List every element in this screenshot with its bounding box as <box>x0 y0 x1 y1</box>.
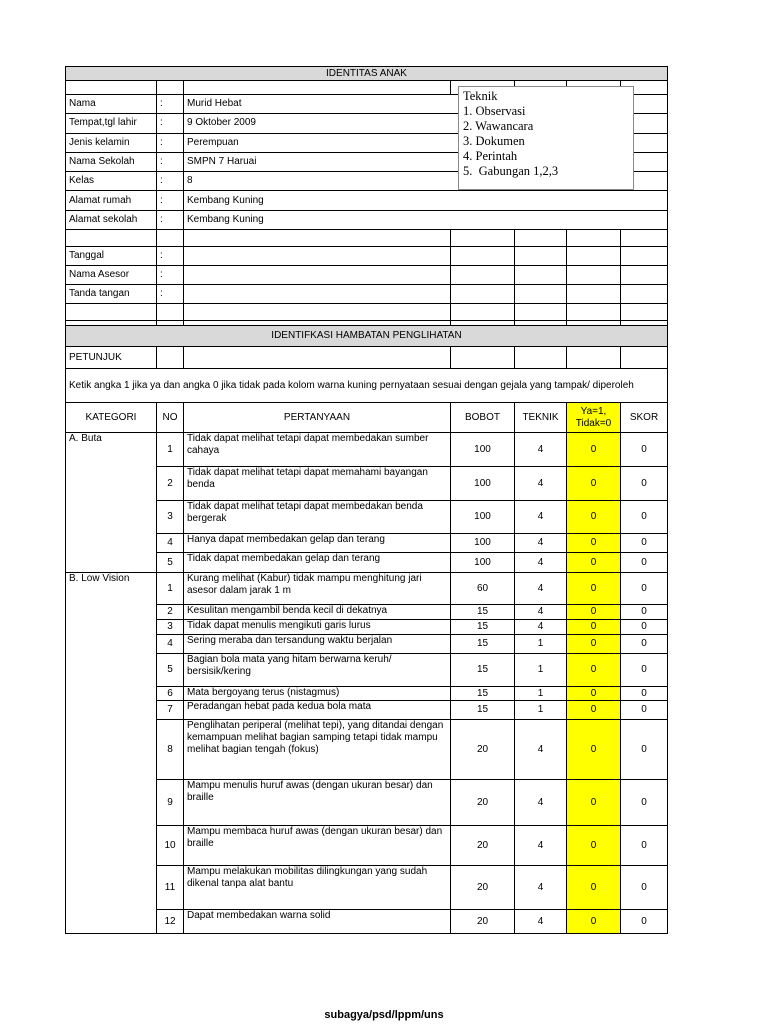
field-value[interactable]: Murid Hebat <box>184 95 668 114</box>
question-no: 5 <box>157 553 184 573</box>
question-text: Bagian bola mata yang hitam berwarna keruh/ bersisik/kering <box>184 654 451 687</box>
col-pertanyaan: PERTANYAAN <box>184 403 451 433</box>
teknik-item: 5. Gabungan 1,2,3 <box>463 164 559 178</box>
field-colon: : <box>157 114 184 133</box>
ya-tidak-input[interactable]: 0 <box>567 687 621 701</box>
question-text: Kesulitan mengambil benda kecil di dekatnya <box>184 605 451 620</box>
field-label: Tanda tangan <box>66 285 157 304</box>
blank-cell <box>567 247 621 266</box>
teknik-item: 4. Perintah <box>463 149 518 163</box>
teknik-value: 4 <box>515 553 567 573</box>
question-text: Tidak dapat membedakan gelap dan terang <box>184 553 451 573</box>
blank-cell <box>157 230 184 247</box>
question-text: Dapat membedakan warna solid <box>184 910 451 934</box>
question-row <box>66 720 668 780</box>
field-value[interactable]: 9 Oktober 2009 <box>184 114 668 133</box>
skor-value: 0 <box>621 553 668 573</box>
skor-value: 0 <box>621 687 668 701</box>
category-label: A. Buta <box>66 433 157 573</box>
blank-cell <box>184 304 451 321</box>
blank-cell <box>621 285 668 304</box>
bobot-value: 100 <box>451 433 515 467</box>
question-text: Mampu membaca huruf awas (dengan ukuran besar) dan braille <box>184 826 451 866</box>
field-label: Jenis kelamin <box>66 133 157 152</box>
col-ya-tidak: Ya=1, Tidak=0 <box>567 403 621 433</box>
blank-cell <box>515 304 567 321</box>
question-no: 9 <box>157 780 184 826</box>
question-row <box>66 501 668 534</box>
skor-value: 0 <box>621 620 668 635</box>
blank-cell <box>157 81 184 95</box>
blank-cell <box>157 304 184 321</box>
identifikasi-header: IDENTIFKASI HAMBATAN PENGLIHATAN <box>66 326 668 347</box>
teknik-item: 3. Dokumen <box>463 134 525 148</box>
blank-cell <box>451 285 515 304</box>
blank-cell <box>567 230 621 247</box>
footer-credit: subagya/psd/lppm/uns <box>324 1009 444 1021</box>
teknik-item: 1. Observasi <box>463 104 526 118</box>
blank-cell <box>66 304 157 321</box>
ya-tidak-input[interactable]: 0 <box>567 553 621 573</box>
bobot-value: 15 <box>451 620 515 635</box>
bobot-value: 15 <box>451 654 515 687</box>
skor-value: 0 <box>621 534 668 553</box>
field-value[interactable]: 8 <box>184 172 668 191</box>
question-no: 6 <box>157 687 184 701</box>
question-row <box>66 780 668 826</box>
teknik-value: 4 <box>515 501 567 534</box>
teknik-legend-box <box>458 86 634 190</box>
bobot-value: 20 <box>451 720 515 780</box>
question-no: 2 <box>157 467 184 501</box>
ya-tidak-input[interactable]: 0 <box>567 605 621 620</box>
skor-value: 0 <box>621 701 668 720</box>
question-text: Kurang melihat (Kabur) tidak mampu menghitung jari asesor dalam jarak 1 m <box>184 573 451 605</box>
question-row <box>66 534 668 553</box>
field-colon: : <box>157 285 184 304</box>
field-label: Alamat rumah <box>66 191 157 210</box>
teknik-value: 4 <box>515 826 567 866</box>
ya-tidak-input[interactable]: 0 <box>567 720 621 780</box>
teknik-title: Teknik <box>463 89 498 103</box>
teknik-value: 4 <box>515 467 567 501</box>
question-no: 10 <box>157 826 184 866</box>
ya-tidak-input[interactable]: 0 <box>567 654 621 687</box>
teknik-value: 4 <box>515 573 567 605</box>
ya-tidak-input[interactable]: 0 <box>567 866 621 910</box>
blank-cell <box>451 266 515 285</box>
blank-cell <box>621 230 668 247</box>
question-row <box>66 866 668 910</box>
question-no: 3 <box>157 620 184 635</box>
question-no: 1 <box>157 573 184 605</box>
field-value[interactable] <box>184 266 451 285</box>
skor-value: 0 <box>621 826 668 866</box>
col-no: NO <box>157 403 184 433</box>
question-row <box>66 701 668 720</box>
field-colon: : <box>157 152 184 171</box>
question-row <box>66 620 668 635</box>
field-colon: : <box>157 172 184 191</box>
ya-tidak-input[interactable]: 0 <box>567 573 621 605</box>
bobot-value: 100 <box>451 501 515 534</box>
question-text: Mampu melakukan mobilitas dilingkungan yang sudah dikenal tanpa alat bantu <box>184 866 451 910</box>
question-no: 7 <box>157 701 184 720</box>
bobot-value: 20 <box>451 826 515 866</box>
question-no: 1 <box>157 433 184 467</box>
teknik-item: 2. Wawancara <box>463 119 534 133</box>
assessment-sheet <box>65 66 668 934</box>
question-row <box>66 553 668 573</box>
question-text: Sering meraba dan tersandung waktu berjalan <box>184 635 451 654</box>
teknik-value: 1 <box>515 654 567 687</box>
skor-value: 0 <box>621 605 668 620</box>
question-text: Peradangan hebat pada kedua bola mata <box>184 701 451 720</box>
question-no: 4 <box>157 635 184 654</box>
question-no: 3 <box>157 501 184 534</box>
skor-value: 0 <box>621 433 668 467</box>
ya-tidak-input[interactable]: 0 <box>567 701 621 720</box>
ya-tidak-input[interactable]: 0 <box>567 910 621 934</box>
field-colon: : <box>157 210 184 229</box>
field-colon: : <box>157 95 184 114</box>
blank-row <box>66 230 668 247</box>
question-no: 4 <box>157 534 184 553</box>
identity-row <box>66 210 668 229</box>
field-label: Tanggal <box>66 247 157 266</box>
bobot-value: 100 <box>451 553 515 573</box>
field-label: Tempat,tgl lahir <box>66 114 157 133</box>
question-text: Hanya dapat membedakan gelap dan terang <box>184 534 451 553</box>
field-value[interactable] <box>184 285 451 304</box>
field-value[interactable]: Kembang Kuning <box>184 210 668 229</box>
question-text: Tidak dapat menulis mengikuti garis lurus <box>184 620 451 635</box>
skor-value: 0 <box>621 654 668 687</box>
bobot-value: 20 <box>451 780 515 826</box>
field-colon: : <box>157 191 184 210</box>
blank-cell <box>451 247 515 266</box>
blank-cell <box>621 347 668 369</box>
petunjuk-text: Ketik angka 1 jika ya dan angka 0 jika tidak pada kolom warna kuning pernyataan sesuai dengan gejala yang tampak/ diperoleh <box>66 369 668 403</box>
petunjuk-text-row <box>66 369 668 403</box>
question-row <box>66 654 668 687</box>
question-row <box>66 687 668 701</box>
bobot-value: 100 <box>451 467 515 501</box>
skor-value: 0 <box>621 467 668 501</box>
teknik-value: 4 <box>515 534 567 553</box>
section-header-row <box>66 67 668 81</box>
bobot-value: 15 <box>451 701 515 720</box>
field-label: Nama <box>66 95 157 114</box>
asesor-row <box>66 285 668 304</box>
question-text: Mata bergoyang terus (nistagmus) <box>184 687 451 701</box>
blank-cell <box>567 285 621 304</box>
section-header-row <box>66 326 668 347</box>
ya-tidak-input[interactable]: 0 <box>567 826 621 866</box>
ya-tidak-input[interactable]: 0 <box>567 635 621 654</box>
petunjuk-row <box>66 347 668 369</box>
ya-tidak-input[interactable]: 0 <box>567 467 621 501</box>
field-label: Nama Sekolah <box>66 152 157 171</box>
question-row <box>66 635 668 654</box>
question-no: 11 <box>157 866 184 910</box>
field-colon: : <box>157 133 184 152</box>
col-kategori: KATEGORI <box>66 403 157 433</box>
teknik-value: 4 <box>515 720 567 780</box>
bobot-value: 20 <box>451 866 515 910</box>
question-text: Tidak dapat melihat tetapi dapat memahami bayangan benda <box>184 467 451 501</box>
field-colon: : <box>157 247 184 266</box>
blank-cell <box>567 304 621 321</box>
blank-cell <box>157 347 184 369</box>
teknik-value: 1 <box>515 701 567 720</box>
blank-cell <box>567 266 621 285</box>
teknik-value: 1 <box>515 635 567 654</box>
blank-cell <box>621 247 668 266</box>
ya-tidak-input[interactable]: 0 <box>567 501 621 534</box>
bobot-value: 20 <box>451 910 515 934</box>
blank-cell <box>66 81 157 95</box>
question-row <box>66 826 668 866</box>
skor-value: 0 <box>621 720 668 780</box>
blank-cell <box>621 304 668 321</box>
question-no: 2 <box>157 605 184 620</box>
question-no: 8 <box>157 720 184 780</box>
blank-cell <box>451 347 515 369</box>
blank-cell <box>451 304 515 321</box>
blank-cell <box>515 230 567 247</box>
asesor-row <box>66 266 668 285</box>
teknik-value: 4 <box>515 780 567 826</box>
question-row <box>66 433 668 467</box>
bobot-value: 15 <box>451 605 515 620</box>
question-no: 12 <box>157 910 184 934</box>
question-row <box>66 467 668 501</box>
question-row <box>66 573 668 605</box>
blank-row <box>66 304 668 321</box>
teknik-value: 4 <box>515 605 567 620</box>
teknik-value: 4 <box>515 910 567 934</box>
question-row <box>66 605 668 620</box>
category-label: B. Low Vision <box>66 573 157 934</box>
column-header-row <box>66 403 668 433</box>
blank-cell <box>515 285 567 304</box>
ya-tidak-input[interactable]: 0 <box>567 780 621 826</box>
ya-tidak-input[interactable]: 0 <box>567 534 621 553</box>
col-bobot: BOBOT <box>451 403 515 433</box>
skor-value: 0 <box>621 573 668 605</box>
col-skor: SKOR <box>621 403 668 433</box>
skor-value: 0 <box>621 501 668 534</box>
identitas-header: IDENTITAS ANAK <box>66 67 668 81</box>
blank-cell <box>515 347 567 369</box>
bobot-value: 15 <box>451 687 515 701</box>
asesor-row <box>66 247 668 266</box>
field-colon: : <box>157 266 184 285</box>
skor-value: 0 <box>621 910 668 934</box>
bobot-value: 100 <box>451 534 515 553</box>
blank-cell <box>621 266 668 285</box>
teknik-value: 1 <box>515 687 567 701</box>
question-text: Penglihatan periperal (melihat tepi), yang ditandai dengan kemampuan melihat bagian samping tetapi tidak mampu melihat bagian tengah (fokus) <box>184 720 451 780</box>
skor-value: 0 <box>621 635 668 654</box>
question-text: Tidak dapat melihat tetapi dapat membedakan benda bergerak <box>184 501 451 534</box>
blank-cell <box>515 266 567 285</box>
field-label: Kelas <box>66 172 157 191</box>
field-value[interactable]: Kembang Kuning <box>184 191 668 210</box>
identity-row <box>66 191 668 210</box>
blank-cell <box>515 247 567 266</box>
ya-tidak-input[interactable]: 0 <box>567 620 621 635</box>
question-no: 5 <box>157 654 184 687</box>
blank-cell <box>567 347 621 369</box>
teknik-value: 4 <box>515 866 567 910</box>
teknik-value: 4 <box>515 620 567 635</box>
blank-cell <box>184 347 451 369</box>
question-text: Mampu menulis huruf awas (dengan ukuran besar) dan braille <box>184 780 451 826</box>
blank-cell <box>451 230 515 247</box>
petunjuk-label: PETUNJUK <box>66 347 157 369</box>
field-label: Alamat sekolah <box>66 210 157 229</box>
blank-cell <box>66 230 157 247</box>
bobot-value: 60 <box>451 573 515 605</box>
blank-cell <box>184 230 451 247</box>
skor-value: 0 <box>621 866 668 910</box>
field-value[interactable]: SMPN 7 Haruai <box>184 152 668 171</box>
col-teknik: TEKNIK <box>515 403 567 433</box>
question-text: Tidak dapat melihat tetapi dapat membedakan sumber cahaya <box>184 433 451 467</box>
blank-cell <box>184 81 451 95</box>
skor-value: 0 <box>621 780 668 826</box>
teknik-value: 4 <box>515 433 567 467</box>
field-value[interactable]: Perempuan <box>184 133 668 152</box>
field-label: Nama Asesor <box>66 266 157 285</box>
question-row <box>66 910 668 934</box>
ya-tidak-input[interactable]: 0 <box>567 433 621 467</box>
bobot-value: 15 <box>451 635 515 654</box>
field-value[interactable] <box>184 247 451 266</box>
